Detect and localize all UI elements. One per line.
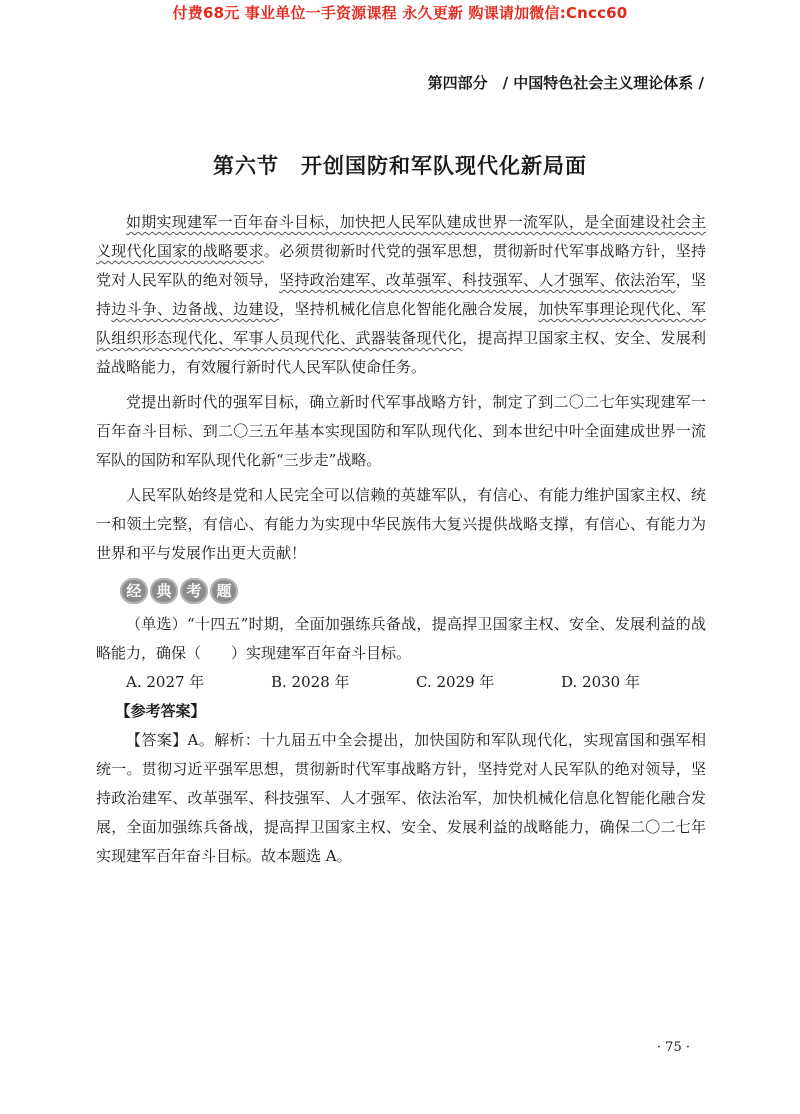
question-stem: （单选）“十四五”时期，全面加强练兵备战，提高捍卫国家主权、安全、发展利益的战略能力，确保（ ）实现建军百年奋斗目标。	[96, 615, 706, 662]
badge-char: 典	[150, 578, 178, 604]
paragraph-2: 党提出新时代的强军目标，确立新时代军事战略方针，制定了到二〇二七年实现建军一百年奋斗目标、到二〇三五年基本实现国防和军队现代化、到本世纪中叶全面建成世界一流军队的国防和军队现代化新“三步走”战略。	[96, 393, 706, 469]
promo-banner: 付费68元 事业单位一手资源课程 永久更新 购课请加微信:Cncc60	[172, 4, 628, 22]
text-run: ，坚持	[96, 271, 706, 318]
option-d: D. 2030 年	[561, 673, 640, 691]
page-number: · 75 ·	[656, 1040, 690, 1055]
section-title: 第六节 开创国防和军队现代化新局面	[213, 153, 587, 178]
text-run: 。必须贯彻新时代党的强军思想，贯彻新时代军事战略方针，坚持党对人民军队的绝对领导，	[96, 242, 706, 289]
underlined-text: 如期实现建军一百年奋斗目标，加快把人民军队建成世界一流军队，是全面建设社会主义现代化国家的战略要求	[96, 213, 706, 260]
answer-explanation: 【答案】A。解析：十九届五中全会提出，加快国防和军队现代化，实现富国和强军相统一。贯彻习近平强军思想，贯彻新时代军事战略方针，坚持党对人民军队的绝对领导，坚持政治建军、改革强军、科技强军、人才强军、依法治军，加快机械化信息化智能化融合发展，全面加强练兵备战，提高捍卫国家主权、安全、发展利益的战略能力，确保二〇二七年实现建军百年奋斗目标。故本题选 A。	[96, 731, 706, 865]
underlined-text: 坚持政治建军、改革强军、科技强军、人才强军、依法治军	[279, 271, 676, 289]
badge-char: 经	[120, 578, 148, 604]
reference-answer-heading: 【参考答案】	[115, 702, 206, 720]
running-head: 第四部分 / 中国特色社会主义理论体系 /	[427, 74, 704, 92]
option-b: B. 2028 年	[271, 673, 350, 691]
text-run: ，坚持机械化信息化智能化融合发展，	[279, 300, 539, 318]
classic-questions-badge	[120, 576, 706, 606]
paragraph-3: 人民军队始终是党和人民完全可以信赖的英雄军队，有信心、有能力维护国家主权、统一和领土完整，有信心、有能力为实现中华民族伟大复兴提供战略支撑，有信心、有能力为世界和平与发展作出更大贡献！	[96, 486, 706, 562]
paragraph-1	[96, 208, 706, 382]
underlined-text: 加快军事理论现代化、军队组织形态现代化、军事人员现代化、武器装备现代化	[96, 300, 706, 347]
badge-char: 考	[180, 578, 208, 604]
option-a: A. 2027 年	[126, 673, 205, 691]
answer-options	[96, 668, 706, 697]
option-c: C. 2029 年	[416, 673, 495, 691]
text-run: ，提高捍卫国家主权、安全、发展利益战略能力，有效履行新时代人民军队使命任务。	[96, 329, 706, 376]
badge-char: 题	[210, 578, 238, 604]
underlined-text: 边斗争、边备战、边建设	[111, 300, 280, 318]
page-body	[96, 208, 706, 871]
